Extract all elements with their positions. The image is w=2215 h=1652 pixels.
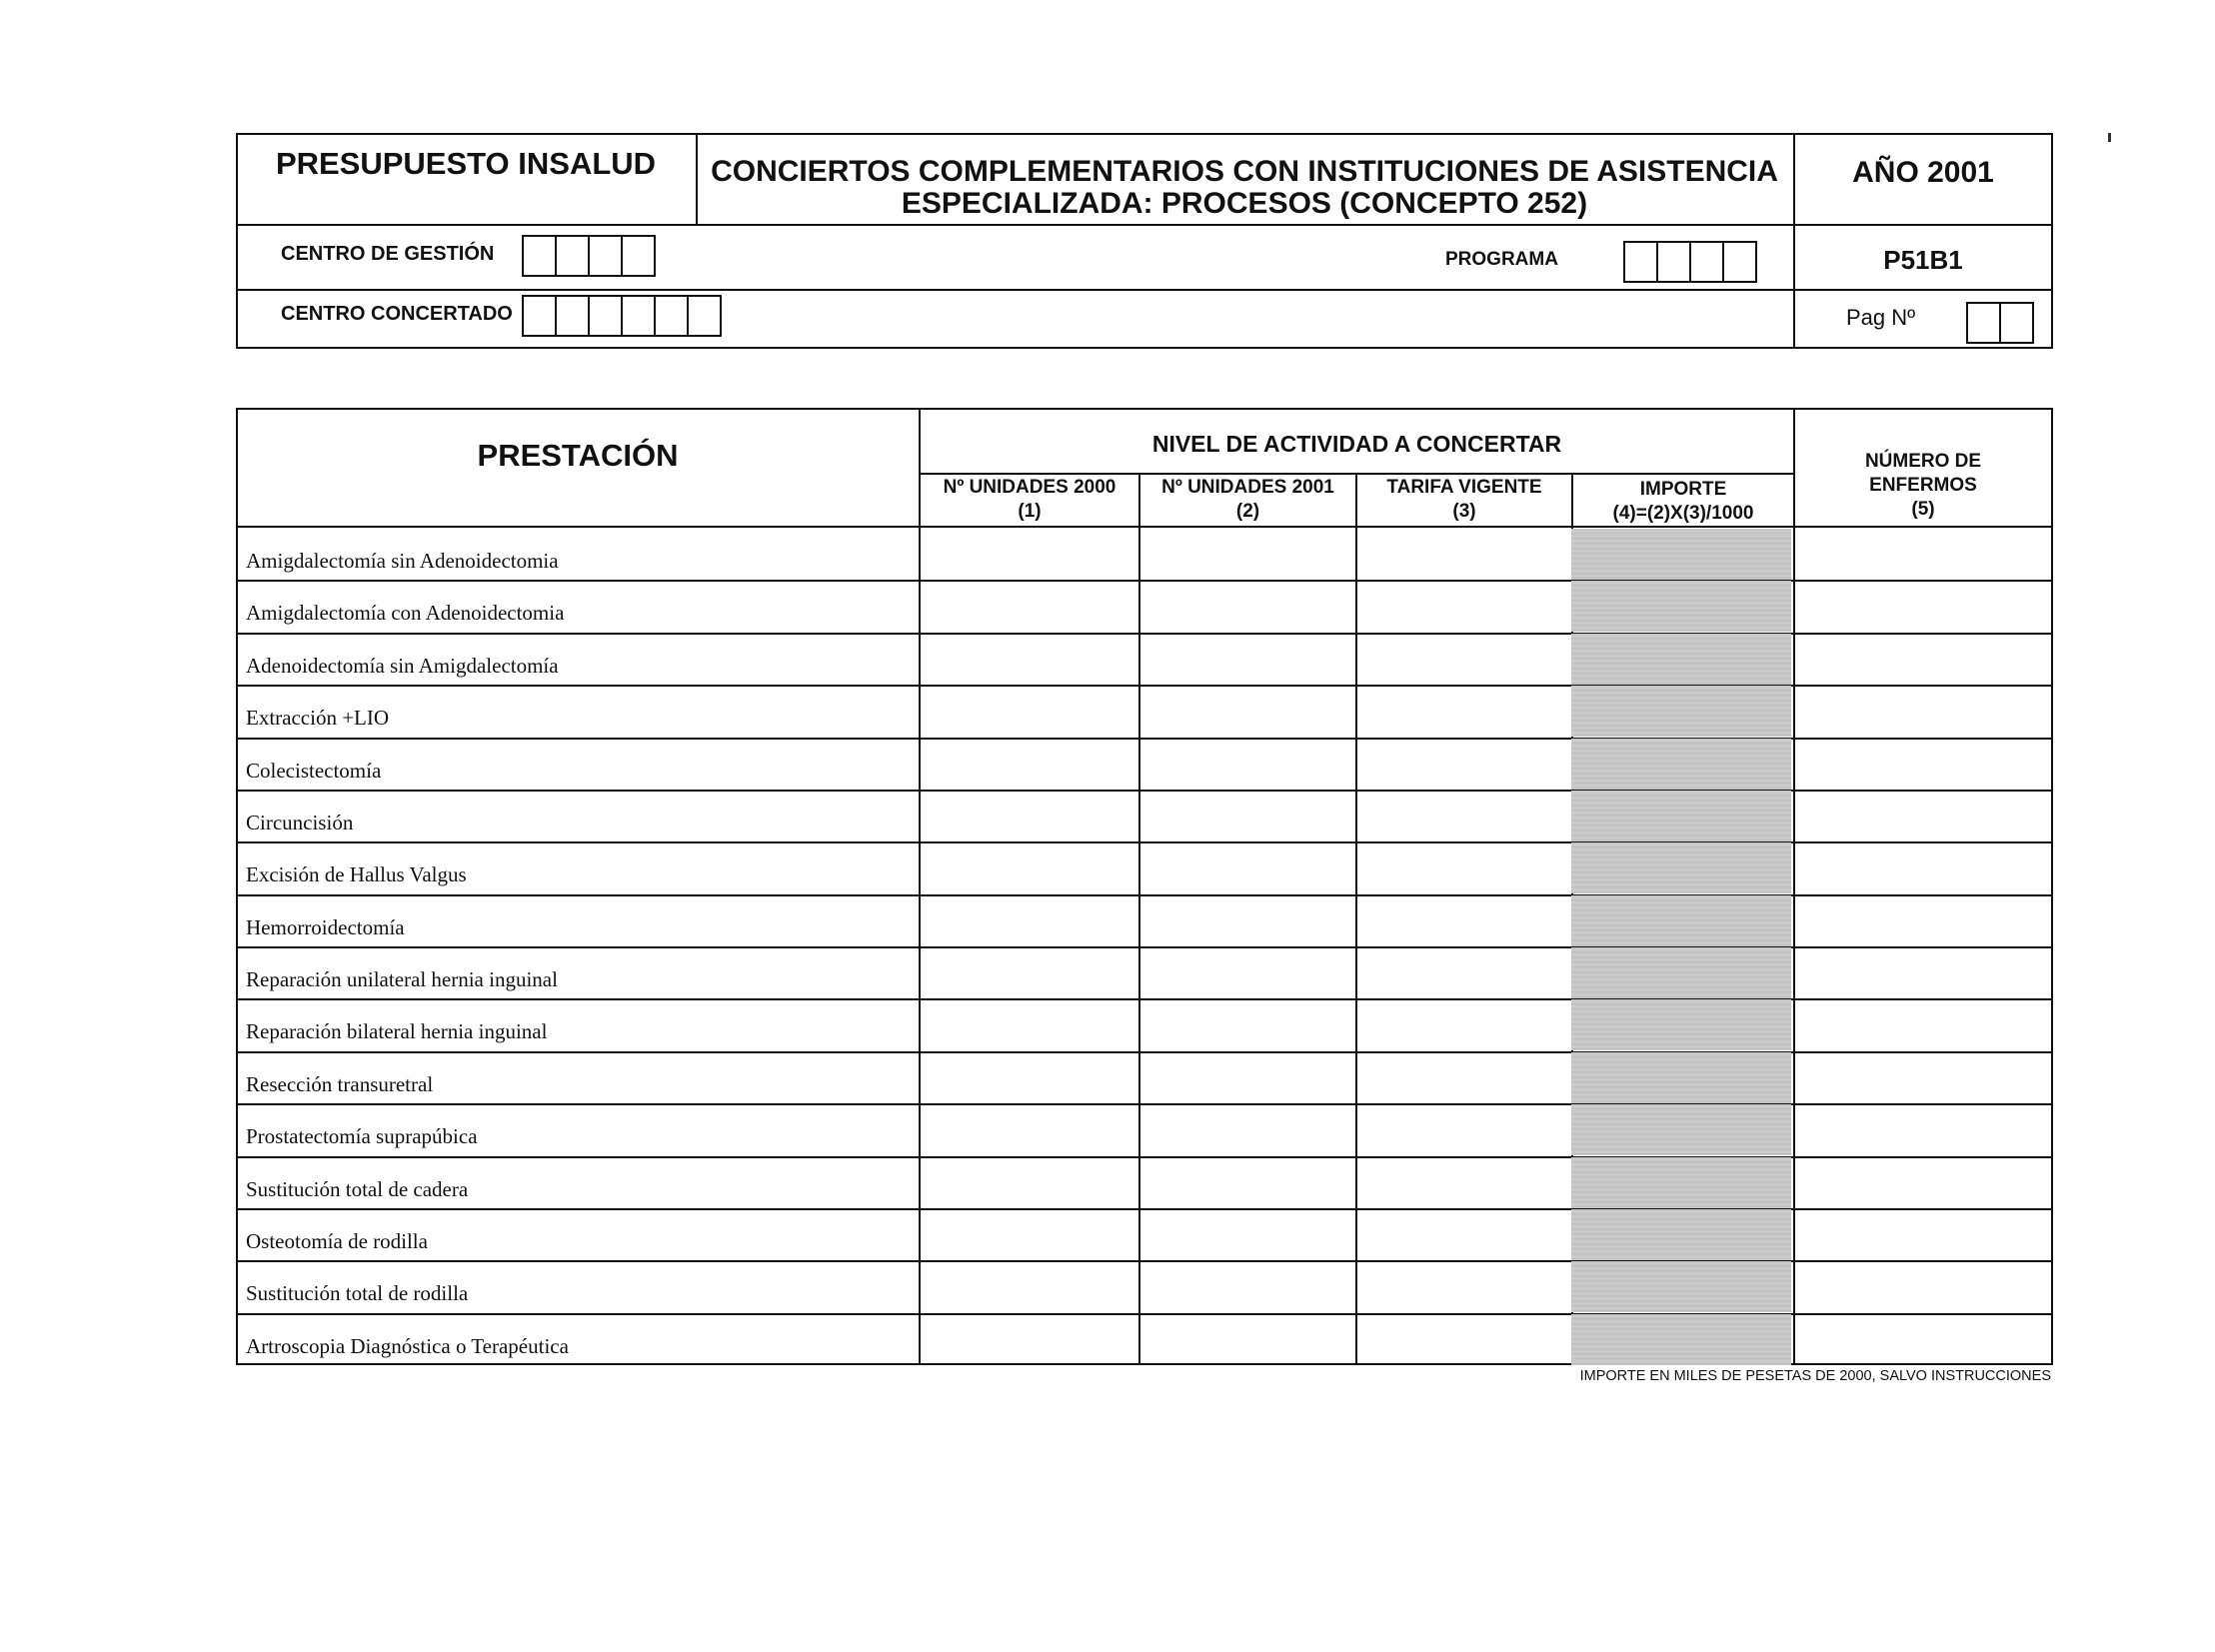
digit-box[interactable] — [1966, 302, 2001, 344]
form-title-line-1: CONCIERTOS COMPLEMENTARIOS CON INSTITUCIONES DE ASISTENCIA — [711, 155, 1778, 188]
importe-cell — [1571, 1314, 1791, 1365]
units-2001-cell[interactable] — [1140, 635, 1355, 684]
units-2001-cell[interactable] — [1140, 582, 1355, 631]
form-title-line-2: ESPECIALIZADA: PROCESOS (CONCEPTO 252) — [901, 187, 1588, 220]
tarifa-cell[interactable] — [1357, 687, 1571, 736]
enfermos-cell[interactable] — [1795, 635, 2051, 684]
group-header-divider — [920, 473, 1795, 475]
units-2001-cell[interactable] — [1140, 1315, 1355, 1364]
importe-cell — [1571, 1157, 1791, 1208]
form-code: P51B1 — [1883, 245, 1963, 275]
enfermos-cell[interactable] — [1795, 530, 2051, 579]
activity-group-header: NIVEL DE ACTIVIDAD A CONCERTAR — [1151, 431, 1562, 457]
importe-cell — [1571, 1209, 1791, 1260]
tarifa-cell[interactable] — [1357, 843, 1571, 892]
importe-cell — [1571, 895, 1791, 946]
enfermos-cell[interactable] — [1795, 843, 2051, 892]
units-2000-cell[interactable] — [921, 1315, 1138, 1364]
enfermos-cell[interactable] — [1795, 687, 2051, 736]
tarifa-cell[interactable] — [1357, 530, 1571, 579]
col-header-tarifa-title: TARIFA VIGENTE — [1386, 477, 1542, 498]
importe-cell — [1571, 529, 1791, 580]
prestacion-label: Excisión de Hallus Valgus — [246, 862, 467, 886]
col-header-units-2000-title: Nº UNIDADES 2000 — [943, 477, 1116, 498]
enfermos-cell[interactable] — [1795, 1315, 2051, 1364]
col-header-enfermos-line-1: NÚMERO DE — [1864, 451, 1982, 472]
units-2001-cell[interactable] — [1140, 1105, 1355, 1154]
enfermos-cell[interactable] — [1795, 1262, 2051, 1311]
digit-box[interactable] — [1722, 241, 1757, 283]
units-2001-cell[interactable] — [1140, 687, 1355, 736]
col-header-units-2001-number: (2) — [1235, 501, 1260, 522]
digit-box[interactable] — [1999, 302, 2034, 344]
units-2000-cell[interactable] — [921, 1210, 1138, 1259]
enfermos-cell[interactable] — [1795, 1158, 2051, 1207]
importe-cell — [1571, 634, 1791, 685]
digit-box[interactable] — [621, 235, 656, 277]
programa-field[interactable] — [1623, 241, 1757, 283]
page-number-field[interactable] — [1966, 302, 2034, 344]
importe-cell — [1571, 1052, 1791, 1103]
units-2000-cell[interactable] — [921, 530, 1138, 579]
tarifa-cell[interactable] — [1357, 1105, 1571, 1154]
units-2000-cell[interactable] — [921, 740, 1138, 789]
enfermos-cell[interactable] — [1795, 1000, 2051, 1049]
digit-box[interactable] — [654, 295, 689, 337]
units-2000-cell[interactable] — [921, 1262, 1138, 1311]
col-header-units-2001-title: Nº UNIDADES 2001 — [1161, 477, 1334, 498]
tarifa-cell[interactable] — [1357, 1262, 1571, 1311]
units-2000-cell[interactable] — [921, 1105, 1138, 1154]
digit-box[interactable] — [1623, 241, 1658, 283]
prestacion-header: PRESTACIÓN — [477, 438, 679, 473]
tarifa-cell[interactable] — [1357, 1000, 1571, 1049]
tarifa-cell[interactable] — [1357, 896, 1571, 945]
tarifa-cell[interactable] — [1357, 948, 1571, 997]
enfermos-cell[interactable] — [1795, 896, 2051, 945]
header-divider-2 — [236, 289, 2053, 291]
table-header-bottom — [236, 526, 2053, 528]
digit-box[interactable] — [1689, 241, 1724, 283]
importe-cell — [1571, 581, 1791, 632]
prestacion-label: Resección transuretral — [246, 1072, 434, 1096]
tarifa-cell[interactable] — [1357, 1158, 1571, 1207]
units-2000-cell[interactable] — [921, 896, 1138, 945]
prestacion-label: Adenoidectomía sin Amigdalectomía — [246, 654, 559, 678]
prestacion-label: Reparación unilateral hernia inguinal — [246, 967, 558, 991]
units-2001-cell[interactable] — [1140, 1000, 1355, 1049]
units-2000-cell[interactable] — [921, 1000, 1138, 1049]
units-2001-cell[interactable] — [1140, 896, 1355, 945]
budget-title: PRESUPUESTO INSALUD — [275, 146, 657, 181]
units-2001-cell[interactable] — [1140, 792, 1355, 840]
tarifa-cell[interactable] — [1357, 582, 1571, 631]
col-header-enfermos-number: (5) — [1911, 499, 1935, 520]
units-2001-cell[interactable] — [1140, 948, 1355, 997]
prestacion-label: Circuncisión — [246, 811, 354, 834]
importe-cell — [1571, 791, 1791, 841]
units-2000-cell[interactable] — [921, 582, 1138, 631]
col-header-enfermos-line-2: ENFERMOS — [1869, 475, 1977, 496]
prestacion-label: Prostatectomía suprapúbica — [246, 1124, 478, 1148]
prestacion-label: Osteotomía de rodilla — [246, 1229, 428, 1253]
prestacion-label: Sustitución total de cadera — [246, 1177, 469, 1201]
prestacion-label: Hemorroidectomía — [246, 915, 405, 939]
header-divider-1 — [236, 224, 2053, 226]
page-number-label: Pag Nº — [1846, 305, 1916, 330]
prestacion-label: Sustitución total de rodilla — [246, 1281, 469, 1305]
units-2001-cell[interactable] — [1140, 530, 1355, 579]
digit-box[interactable] — [687, 295, 722, 337]
units-2000-cell[interactable] — [921, 1158, 1138, 1207]
digit-box[interactable] — [588, 235, 623, 277]
units-2000-cell[interactable] — [921, 687, 1138, 736]
tarifa-cell[interactable] — [1357, 635, 1571, 684]
importe-cell — [1571, 999, 1791, 1050]
col-header-importe-formula: (4)=(2)X(3)/1000 — [1612, 503, 1754, 524]
digit-box[interactable] — [522, 235, 557, 277]
units-2001-cell[interactable] — [1140, 843, 1355, 892]
importe-cell — [1571, 947, 1791, 998]
col-header-units-2001 — [1140, 476, 1355, 524]
prestacion-label: Reparación bilateral hernia inguinal — [246, 1019, 548, 1043]
scan-mark — [2108, 133, 2111, 142]
importe-cell — [1571, 842, 1791, 893]
col-header-units-2000-number: (1) — [1018, 501, 1042, 522]
units-2000-cell[interactable] — [921, 948, 1138, 997]
units-2000-cell[interactable] — [921, 1053, 1138, 1102]
tarifa-cell[interactable] — [1357, 740, 1571, 789]
year-label: AÑO 2001 — [1852, 156, 1994, 189]
enfermos-cell[interactable] — [1795, 792, 2051, 840]
enfermos-cell[interactable] — [1795, 1105, 2051, 1154]
col-header-tarifa-number: (3) — [1452, 501, 1476, 522]
prestacion-label: Amigdalectomía con Adenoidectomia — [246, 601, 565, 625]
prestacion-label: Colecistectomía — [246, 759, 382, 783]
footnote: IMPORTE EN MILES DE PESETAS DE 2000, SALVO INSTRUCCIONES — [1579, 1368, 2051, 1384]
digit-box[interactable] — [555, 235, 590, 277]
importe-cell — [1571, 1261, 1791, 1312]
units-2001-cell[interactable] — [1140, 1210, 1355, 1259]
units-2001-cell[interactable] — [1140, 1262, 1355, 1311]
enfermos-cell[interactable] — [1795, 1210, 2051, 1259]
digit-box[interactable] — [522, 295, 557, 337]
tarifa-cell[interactable] — [1357, 1315, 1571, 1364]
tarifa-cell[interactable] — [1357, 1210, 1571, 1259]
col-header-importe-title: IMPORTE — [1639, 479, 1727, 500]
units-2001-cell[interactable] — [1140, 740, 1355, 789]
programa-label: PROGRAMA — [1445, 249, 1558, 270]
col-header-tarifa — [1357, 476, 1571, 524]
col-header-importe — [1573, 478, 1793, 526]
importe-cell — [1571, 1104, 1791, 1155]
centro-concertado-label: CENTRO CONCERTADO — [281, 303, 513, 325]
importe-cell — [1571, 686, 1791, 737]
units-2000-cell[interactable] — [921, 792, 1138, 840]
units-2001-cell[interactable] — [1140, 1053, 1355, 1102]
units-2000-cell[interactable] — [921, 635, 1138, 684]
units-2001-cell[interactable] — [1140, 1158, 1355, 1207]
tarifa-cell[interactable] — [1357, 792, 1571, 840]
digit-box[interactable] — [555, 295, 590, 337]
col-header-units-2000 — [921, 476, 1138, 524]
centro-concertado-field[interactable] — [522, 295, 722, 337]
centro-gestion-label: CENTRO DE GESTIÓN — [281, 243, 495, 265]
enfermos-cell[interactable] — [1795, 740, 2051, 789]
units-2000-cell[interactable] — [921, 843, 1138, 892]
importe-cell — [1571, 739, 1791, 790]
col-header-enfermos — [1795, 450, 2051, 522]
enfermos-cell[interactable] — [1795, 582, 2051, 631]
digit-box[interactable] — [588, 295, 623, 337]
centro-gestion-field[interactable] — [522, 235, 656, 277]
enfermos-cell[interactable] — [1795, 1053, 2051, 1102]
digit-box[interactable] — [621, 295, 656, 337]
digit-box[interactable] — [1656, 241, 1691, 283]
prestacion-label: Extracción +LIO — [246, 706, 390, 730]
enfermos-cell[interactable] — [1795, 948, 2051, 997]
tarifa-cell[interactable] — [1357, 1053, 1571, 1102]
prestacion-label: Artroscopia Diagnóstica o Terapéutica — [246, 1334, 569, 1358]
prestacion-label: Amigdalectomía sin Adenoidectomia — [246, 549, 559, 573]
